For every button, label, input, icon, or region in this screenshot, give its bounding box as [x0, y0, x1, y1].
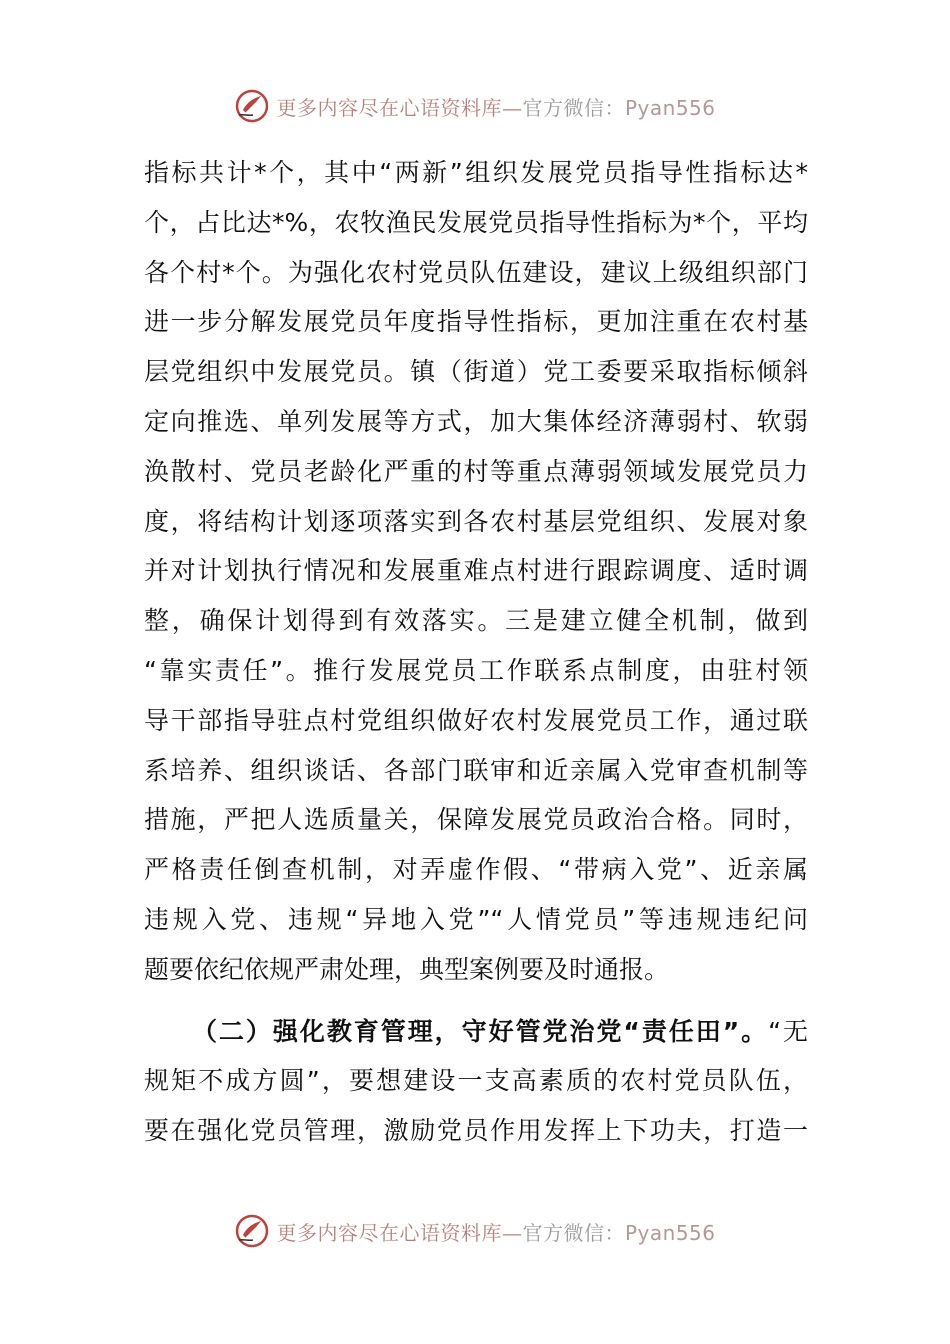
section-heading: （二）强化教育管理，守好管党治党“责任田”。	[192, 1016, 769, 1046]
text-line: 整，确保计划得到有效落实。三是建立健全机制，做到	[144, 606, 808, 636]
text-line: 题要依纪依规严肃处理，典型案例要及时通报。	[144, 954, 670, 984]
pen-logo-icon	[234, 88, 270, 124]
watermark-wechat-id: Pyan556	[624, 1220, 716, 1245]
text-line: 并对计划执行情况和发展重难点村进行跟踪调度、适时调	[144, 556, 808, 586]
document-body	[144, 148, 808, 1156]
watermark-banner-top	[0, 86, 950, 126]
text-line: 指标共计*个，其中“两新”组织发展党员指导性指标达*	[144, 158, 808, 187]
watermark-wechat-label: 官方微信：	[522, 95, 625, 120]
watermark-text	[276, 1217, 715, 1246]
text-line: 进一步分解发展党员年度指导性指标，更加注重在农村基	[144, 307, 808, 337]
pen-logo-icon	[234, 1213, 270, 1249]
watermark-wechat-label: 官方微信：	[522, 1220, 625, 1245]
text-line: 度，将结构计划逐项落实到各农村基层党组织、发展对象	[144, 506, 808, 536]
watermark-site: 更多内容尽在心语资料库	[276, 95, 502, 120]
watermark-banner-bottom	[0, 1211, 950, 1251]
watermark-site: 更多内容尽在心语资料库	[276, 1220, 502, 1245]
text-line: 各个村*个。为强化农村党员队伍建设，建议上级组织部门	[144, 257, 808, 287]
text-line: “靠实责任”。推行发展党员工作联系点制度，由驻村领	[144, 655, 808, 685]
section-heading-line	[144, 1007, 808, 1057]
text-line: 个，占比达*%，农牧渔民发展党员指导性指标为*个，平均	[144, 207, 808, 237]
text-line: 系培养、组织谈话、各部门联审和近亲属入党审查机制等	[144, 755, 808, 785]
watermark-wechat-id: Pyan556	[624, 95, 716, 120]
text-line: 违规入党、违规“异地入党”“人情党员”等违规违纪问	[144, 904, 808, 934]
text-line: 层党组织中发展党员。镇（街道）党工委要采取指标倾斜	[144, 357, 808, 387]
watermark-text	[276, 92, 715, 121]
text-line: 导干部指导驻点村党组织做好农村发展党员工作，通过联	[144, 705, 808, 735]
text-line: 定向推选、单列发展等方式，加大集体经济薄弱村、软弱	[144, 406, 808, 436]
text-line: 措施，严把人选质量关，保障发展党员政治合格。同时，	[144, 805, 808, 835]
text-line: 涣散村、党员老龄化严重的村等重点薄弱领域发展党员力	[144, 456, 808, 486]
text-line: 严格责任倒查机制，对弄虚作假、“带病入党”、近亲属	[144, 855, 808, 885]
watermark-dash: —	[501, 1220, 523, 1245]
text-line: 要在强化党员管理，激励党员作用发挥上下功夫，打造一	[144, 1116, 808, 1146]
text-fragment: “无	[768, 1016, 808, 1046]
text-line: 规矩不成方圆”，要想建设一支高素质的农村党员队伍，	[144, 1066, 808, 1096]
watermark-dash: —	[501, 95, 523, 120]
